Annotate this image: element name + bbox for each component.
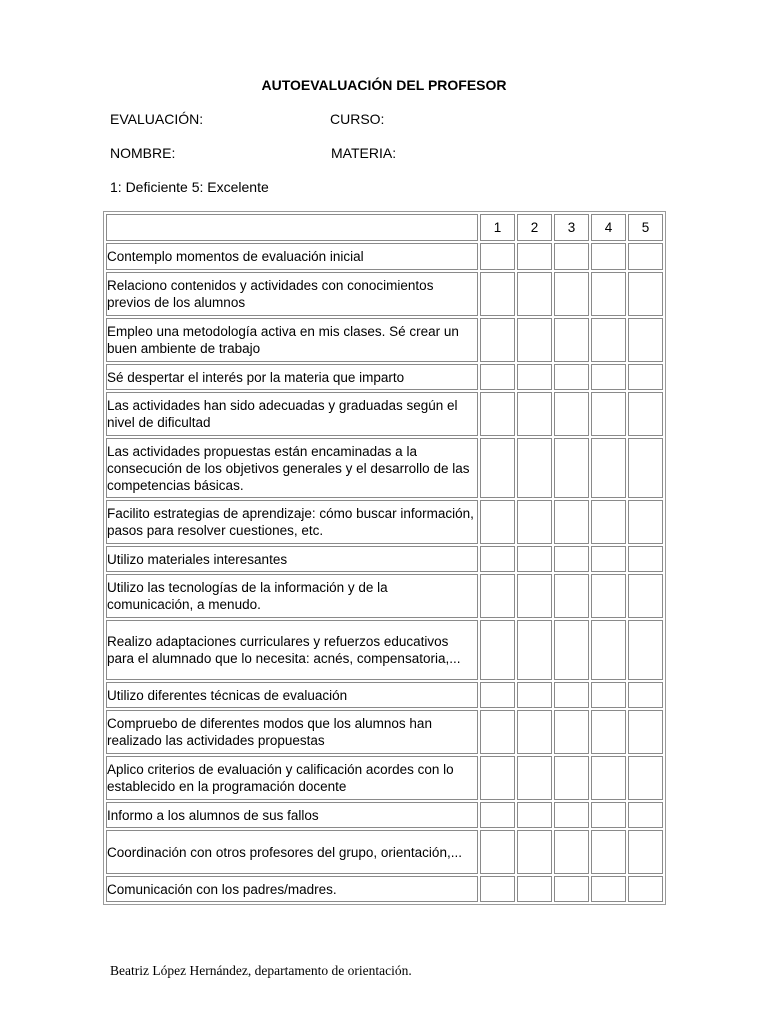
criterion-text: Sé despertar el interés por la materia que imparto	[106, 364, 478, 390]
table-row	[106, 438, 663, 498]
rating-cell-4[interactable]	[591, 272, 626, 316]
rating-cell-5[interactable]	[628, 318, 663, 362]
rating-cell-5[interactable]	[628, 272, 663, 316]
rating-cell-4[interactable]	[591, 574, 626, 618]
rating-cell-1[interactable]	[480, 876, 515, 902]
footer-author: Beatriz López Hernández, departamento de orientación.	[110, 963, 412, 978]
table-row	[106, 830, 663, 874]
rating-cell-4[interactable]	[591, 364, 626, 390]
rating-cell-4[interactable]	[591, 620, 626, 680]
curso-label: CURSO:	[330, 111, 385, 127]
rating-cell-4[interactable]	[591, 318, 626, 362]
rating-cell-1[interactable]	[480, 318, 515, 362]
criterion-text: Comunicación con los padres/madres.	[106, 876, 478, 902]
rating-cell-5[interactable]	[628, 438, 663, 498]
rating-cell-3[interactable]	[554, 546, 589, 572]
rating-cell-1[interactable]	[480, 438, 515, 498]
rating-cell-3[interactable]	[554, 364, 589, 390]
rating-cell-3[interactable]	[554, 438, 589, 498]
criterion-text: Las actividades propuestas están encaminadas a la consecución de los objetivos generales y el desarrollo de las competencias básicas.	[106, 438, 478, 498]
rating-cell-1[interactable]	[480, 682, 515, 708]
criterion-text: Las actividades han sido adecuadas y graduadas según el nivel de dificultad	[106, 392, 478, 436]
rating-cell-3[interactable]	[554, 710, 589, 754]
rating-cell-3[interactable]	[554, 392, 589, 436]
header-row	[106, 214, 663, 241]
rating-cell-4[interactable]	[591, 500, 626, 544]
rating-cell-1[interactable]	[480, 802, 515, 828]
rating-cell-2[interactable]	[517, 500, 552, 544]
rating-cell-4[interactable]	[591, 876, 626, 902]
scale-legend: 1: Deficiente 5: Excelente	[110, 179, 269, 195]
criterion-text: Relaciono contenidos y actividades con conocimientos previos de los alumnos	[106, 272, 478, 316]
criterion-text: Utilizo diferentes técnicas de evaluación	[106, 682, 478, 708]
criterion-text: Coordinación con otros profesores del grupo, orientación,...	[106, 830, 478, 874]
rating-cell-1[interactable]	[480, 574, 515, 618]
criterion-text: Utilizo materiales interesantes	[106, 546, 478, 572]
rating-cell-2[interactable]	[517, 574, 552, 618]
rating-cell-5[interactable]	[628, 620, 663, 680]
rating-cell-2[interactable]	[517, 272, 552, 316]
rating-cell-2[interactable]	[517, 392, 552, 436]
rating-cell-2[interactable]	[517, 438, 552, 498]
rating-cell-2[interactable]	[517, 318, 552, 362]
rating-cell-5[interactable]	[628, 243, 663, 270]
criterion-text: Informo a los alumnos de sus fallos	[106, 802, 478, 828]
table-row	[106, 364, 663, 390]
evaluacion-label: EVALUACIÓN:	[110, 111, 204, 127]
table-row	[106, 574, 663, 618]
self-evaluation-table	[103, 211, 666, 905]
rating-cell-5[interactable]	[628, 500, 663, 544]
criterion-text: Utilizo las tecnologías de la información y de la comunicación, a menudo.	[106, 574, 478, 618]
rating-cell-5[interactable]	[628, 756, 663, 800]
rating-cell-4[interactable]	[591, 802, 626, 828]
rating-cell-2[interactable]	[517, 710, 552, 754]
table-row	[106, 756, 663, 800]
rating-cell-3[interactable]	[554, 802, 589, 828]
rating-cell-3[interactable]	[554, 574, 589, 618]
rating-header-1: 1	[480, 214, 515, 241]
rating-cell-1[interactable]	[480, 756, 515, 800]
rating-cell-2[interactable]	[517, 682, 552, 708]
rating-cell-5[interactable]	[628, 830, 663, 874]
rating-header-4: 4	[591, 214, 626, 241]
document-title: AUTOEVALUACIÓN DEL PROFESOR	[261, 77, 507, 93]
rating-cell-3[interactable]	[554, 500, 589, 544]
rating-cell-2[interactable]	[517, 546, 552, 572]
rating-cell-2[interactable]	[517, 756, 552, 800]
header-blank-cell	[106, 214, 478, 241]
rating-header-3: 3	[554, 214, 589, 241]
criterion-text: Facilito estrategias de aprendizaje: cómo buscar información, pasos para resolver cuestiones, etc.	[106, 500, 478, 544]
rating-cell-3[interactable]	[554, 682, 589, 708]
rating-cell-2[interactable]	[517, 802, 552, 828]
rating-cell-1[interactable]	[480, 546, 515, 572]
rating-cell-1[interactable]	[480, 500, 515, 544]
rating-cell-3[interactable]	[554, 756, 589, 800]
table-row	[106, 682, 663, 708]
rating-cell-1[interactable]	[480, 620, 515, 680]
rating-cell-1[interactable]	[480, 830, 515, 874]
rating-cell-1[interactable]	[480, 243, 515, 270]
criterion-text: Contemplo momentos de evaluación inicial	[106, 243, 478, 270]
table-row	[106, 392, 663, 436]
table-row	[106, 620, 663, 680]
rating-cell-2[interactable]	[517, 620, 552, 680]
rating-cell-4[interactable]	[591, 682, 626, 708]
rating-cell-2[interactable]	[517, 243, 552, 270]
table-row	[106, 318, 663, 362]
rating-cell-5[interactable]	[628, 392, 663, 436]
rating-cell-1[interactable]	[480, 392, 515, 436]
rating-cell-3[interactable]	[554, 830, 589, 874]
criterion-text: Empleo una metodología activa en mis clases. Sé crear un buen ambiente de trabajo	[106, 318, 478, 362]
rating-cell-1[interactable]	[480, 272, 515, 316]
rating-cell-4[interactable]	[591, 546, 626, 572]
rating-cell-4[interactable]	[591, 392, 626, 436]
rating-cell-5[interactable]	[628, 574, 663, 618]
rating-cell-3[interactable]	[554, 620, 589, 680]
criteria-rows	[106, 243, 663, 902]
nombre-label: NOMBRE:	[110, 145, 176, 161]
rating-cell-3[interactable]	[554, 318, 589, 362]
rating-cell-2[interactable]	[517, 830, 552, 874]
rating-cell-5[interactable]	[628, 364, 663, 390]
table-row	[106, 876, 663, 902]
rating-cell-4[interactable]	[591, 243, 626, 270]
rating-cell-2[interactable]	[517, 876, 552, 902]
rating-cell-5[interactable]	[628, 710, 663, 754]
rating-cell-4[interactable]	[591, 756, 626, 800]
table-row	[106, 710, 663, 754]
rating-cell-4[interactable]	[591, 710, 626, 754]
criterion-text: Aplico criterios de evaluación y calificación acordes con lo establecido en la programación docente	[106, 756, 478, 800]
criterion-text: Realizo adaptaciones curriculares y refuerzos educativos para el alumnado que lo necesita: acnés, compensatoria,...	[106, 620, 478, 680]
rating-cell-3[interactable]	[554, 272, 589, 316]
table-row	[106, 500, 663, 544]
rating-cell-3[interactable]	[554, 876, 589, 902]
table-row	[106, 243, 663, 270]
rating-cell-1[interactable]	[480, 710, 515, 754]
rating-cell-5[interactable]	[628, 682, 663, 708]
rating-cell-2[interactable]	[517, 364, 552, 390]
rating-cell-1[interactable]	[480, 364, 515, 390]
table-row	[106, 272, 663, 316]
rating-cell-5[interactable]	[628, 802, 663, 828]
rating-cell-5[interactable]	[628, 546, 663, 572]
rating-cell-5[interactable]	[628, 876, 663, 902]
rating-cell-3[interactable]	[554, 243, 589, 270]
rating-cell-4[interactable]	[591, 438, 626, 498]
rating-header-5: 5	[628, 214, 663, 241]
materia-label: MATERIA:	[331, 145, 397, 161]
rating-cell-4[interactable]	[591, 830, 626, 874]
criterion-text: Compruebo de diferentes modos que los alumnos han realizado las actividades propuestas	[106, 710, 478, 754]
table-row	[106, 546, 663, 572]
rating-header-2: 2	[517, 214, 552, 241]
table-row	[106, 802, 663, 828]
